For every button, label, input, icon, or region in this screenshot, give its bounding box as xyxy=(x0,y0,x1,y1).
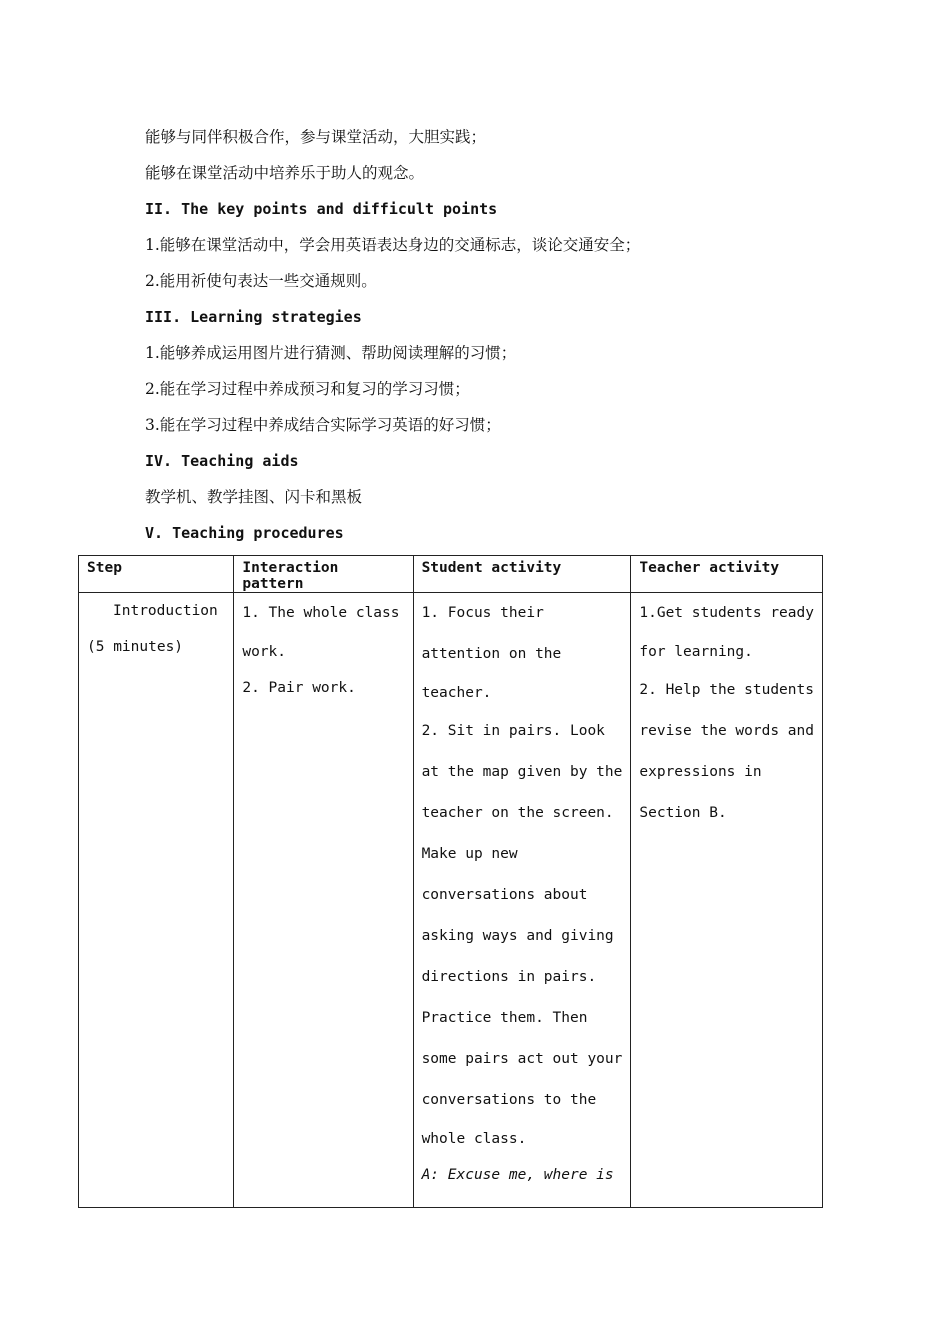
step-duration: (5 minutes) xyxy=(87,639,184,655)
student-line: 2. Sit in pairs. Look xyxy=(421,723,605,739)
student-line: conversations about xyxy=(421,887,588,903)
teacher-line: Section B. xyxy=(639,805,727,821)
header-teacher-activity: Teacher activity xyxy=(631,556,823,593)
section-heading-learning-strategies: III. Learning strategies xyxy=(145,308,362,326)
teacher-line: for learning. xyxy=(639,644,753,660)
teacher-activity-cell xyxy=(631,593,823,1208)
teacher-line: 1.Get students ready xyxy=(639,605,814,621)
section-heading-key-points: II. The key points and difficult points xyxy=(145,200,498,218)
student-line: asking ways and giving xyxy=(421,928,614,944)
student-line: teacher on the screen. xyxy=(421,805,614,821)
intro-line-1: 能够与同伴积极合作，参与课堂活动，大胆实践； xyxy=(145,128,487,146)
teaching-procedures-table xyxy=(78,555,823,1208)
student-activity-cell xyxy=(413,593,631,1208)
step-cell xyxy=(79,593,234,1208)
key-point-item-2: 2.能用祈使句表达一些交通规则。 xyxy=(145,272,377,290)
header-interaction-pattern: Interaction pattern xyxy=(234,556,413,593)
step-name: Introduction xyxy=(113,603,218,619)
teaching-aids-text: 教学机、教学挂图、闪卡和黑板 xyxy=(145,488,363,506)
section-heading-teaching-aids: IV. Teaching aids xyxy=(145,452,299,470)
header-step: Step xyxy=(79,556,234,593)
intro-line-2: 能够在课堂活动中培养乐于助人的观念。 xyxy=(145,164,425,182)
header-student-activity: Student activity xyxy=(413,556,631,593)
student-line: conversations to the xyxy=(421,1092,597,1108)
student-line-dialogue: A: Excuse me, where is xyxy=(421,1167,614,1183)
table-row xyxy=(79,593,823,1208)
interaction-line: 1. The whole class xyxy=(242,605,400,621)
student-line: at the map given by the xyxy=(421,764,623,780)
teacher-line: revise the words and xyxy=(639,723,814,739)
student-line: directions in pairs. xyxy=(421,969,597,985)
strategy-item-3: 3.能在学习过程中养成结合实际学习英语的好习惯； xyxy=(145,416,501,434)
key-point-item-1: 1.能够在课堂活动中，学会用英语表达身边的交通标志，谈论交通安全； xyxy=(145,236,641,254)
student-line: attention on the xyxy=(421,646,562,662)
student-line: 1. Focus their xyxy=(421,605,544,621)
teacher-line: 2. Help the students xyxy=(639,682,814,698)
interaction-cell xyxy=(234,593,413,1208)
student-line: Make up new xyxy=(421,846,518,862)
teacher-line: expressions in xyxy=(639,764,762,780)
strategy-item-1: 1.能够养成运用图片进行猜测、帮助阅读理解的习惯； xyxy=(145,344,517,362)
interaction-line: 2. Pair work. xyxy=(242,680,356,696)
student-line: whole class. xyxy=(421,1131,527,1147)
interaction-line: work. xyxy=(242,644,287,660)
section-heading-teaching-procedures: V. Teaching procedures xyxy=(145,524,344,542)
student-line: teacher. xyxy=(421,685,492,701)
student-line: Practice them. Then xyxy=(421,1010,588,1026)
table-header-row xyxy=(79,556,823,593)
strategy-item-2: 2.能在学习过程中养成预习和复习的学习习惯； xyxy=(145,380,470,398)
student-line: some pairs act out your xyxy=(421,1051,623,1067)
